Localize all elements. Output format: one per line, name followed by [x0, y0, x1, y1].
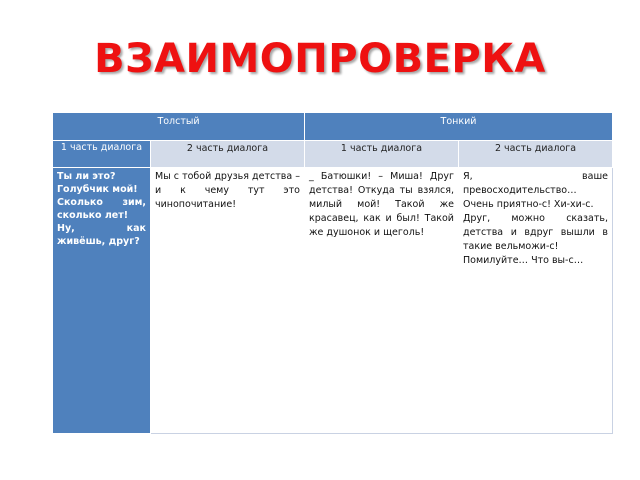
subheader-col2: 2 часть диалога	[151, 141, 305, 168]
header-tonkiy: Тонкий	[305, 113, 613, 141]
header-tolstiy: Толстый	[53, 113, 305, 141]
cell-col4	[459, 168, 613, 434]
cell-col1	[53, 168, 151, 434]
dialogue-table	[52, 112, 613, 434]
page-title: ВЗАИМОПРОВЕРКА	[94, 36, 546, 82]
cell-col2: Мы с тобой друзья детства – и к чему тут это чинопочитание!	[151, 168, 305, 434]
col1-line: Ну, как живёшь, друг?	[57, 223, 146, 247]
col1-line: Голубчик мой!	[57, 184, 138, 195]
subheader-col4: 2 часть диалога	[459, 141, 613, 168]
col4-line: Очень приятно-с! Хи-хи-с.	[463, 199, 594, 210]
subheader-col1: 1 часть диалога	[53, 141, 151, 168]
col4-line: Я, ваше превосходительство…	[463, 171, 609, 196]
group-header-row	[53, 113, 613, 141]
sub-header-row	[53, 141, 613, 168]
body-row	[53, 168, 613, 434]
subheader-col3: 1 часть диалога	[305, 141, 459, 168]
col1-line: Сколько зим, сколько лет!	[57, 197, 146, 221]
col4-line: Друг, можно сказать, детства и вдруг вышли в такие вельможи-с!	[463, 213, 609, 252]
col1-line: Ты ли это?	[57, 171, 116, 182]
col4-line: Помилуйте… Что вы-с…	[463, 255, 584, 266]
cell-col3: _ Батюшки! – Миша! Друг детства! Откуда ты взялся, милый мой! Такой же красавец, как и был! Такой же душонок и щеголь!	[305, 168, 459, 434]
